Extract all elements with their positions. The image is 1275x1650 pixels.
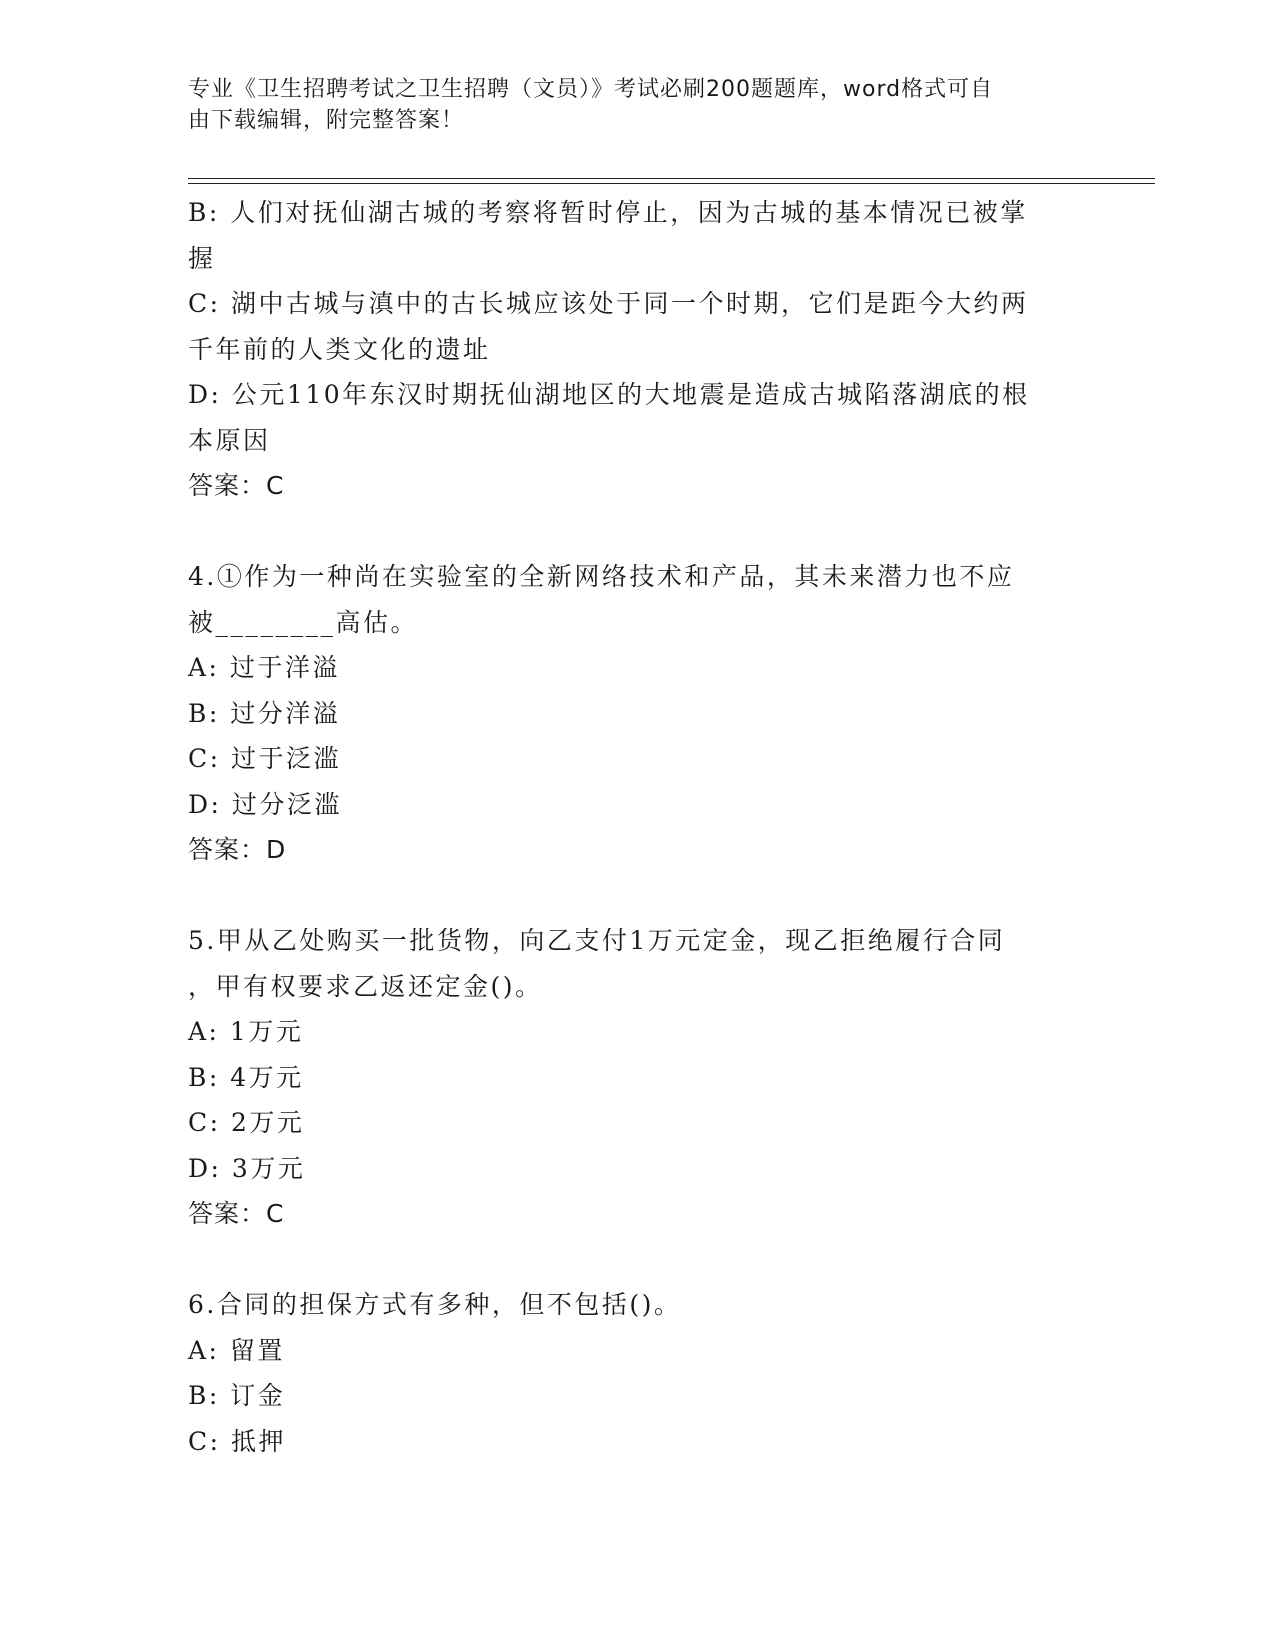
- question-4-block: [188, 554, 1068, 873]
- question-4-stem-line-1: 4.①作为一种尚在实验室的全新网络技术和产品，其未来潜力也不应: [188, 562, 1015, 591]
- question-5-option-a: A: 1万元: [188, 1017, 304, 1046]
- spacer: [188, 509, 1068, 555]
- question-4-option-d: D: 过分泛滥: [188, 789, 342, 819]
- question-4-option-a: A: 过于洋溢: [188, 653, 340, 682]
- question-4-answer: 答案：D: [188, 835, 287, 864]
- question-4-stem-line-2: 被________高估。: [188, 607, 419, 637]
- document-header: [188, 74, 1068, 136]
- question-6-option-c: C: 抵押: [188, 1426, 286, 1456]
- question-3-answer: 答案：C: [188, 471, 285, 500]
- question-6-stem-line-1: 6.合同的担保方式有多种，但不包括()。: [188, 1290, 682, 1319]
- question-3-option-c-line-2: 千年前的人类文化的遗址: [188, 334, 491, 364]
- header-divider-top: [188, 178, 1155, 179]
- question-3-option-b-line-2: 握: [188, 243, 216, 273]
- header-title-line-1: 专业《卫生招聘考试之卫生招聘（文员）》考试必刷200题题库，word格式可自: [188, 77, 994, 102]
- question-5-stem-line-1: 5.甲从乙处购买一批货物，向乙支付1万元定金，现乙拒绝履行合同: [188, 926, 1006, 955]
- question-3-option-c-line-1: C: 湖中古城与滇中的古长城应该处于同一个时期，它们是距今大约两: [188, 289, 1029, 318]
- question-5-option-d: D: 3万元: [188, 1153, 306, 1183]
- spacer: [188, 873, 1068, 919]
- question-6-block: [188, 1282, 1068, 1464]
- question-6-option-a: A: 留置: [188, 1335, 285, 1365]
- question-5-answer: 答案：C: [188, 1199, 285, 1228]
- question-5-option-b: B: 4万元: [188, 1062, 304, 1092]
- question-4-option-c: C: 过于泛滥: [188, 744, 341, 773]
- question-content: [188, 190, 1068, 1464]
- spacer: [188, 1237, 1068, 1283]
- question-6-option-b: B: 订金: [188, 1381, 286, 1410]
- header-title-line-2: 由下载编辑，附完整答案！: [188, 108, 465, 133]
- question-5-block: [188, 918, 1068, 1237]
- header-divider-bottom: [188, 183, 1155, 184]
- question-3-option-d-line-2: 本原因: [188, 425, 271, 455]
- question-3-block: [188, 190, 1068, 509]
- question-4-option-b: B: 过分洋溢: [188, 698, 341, 728]
- question-5-option-c: C: 2万元: [188, 1108, 305, 1137]
- question-5-stem-line-2: ，甲有权要求乙返还定金()。: [188, 971, 543, 1001]
- question-3-option-d-line-1: D: 公元110年东汉时期抚仙湖地区的大地震是造成古城陷落湖底的根: [188, 380, 1030, 409]
- question-3-option-b-line-1: B: 人们对抚仙湖古城的考察将暂时停止，因为古城的基本情况已被掌: [188, 198, 1028, 227]
